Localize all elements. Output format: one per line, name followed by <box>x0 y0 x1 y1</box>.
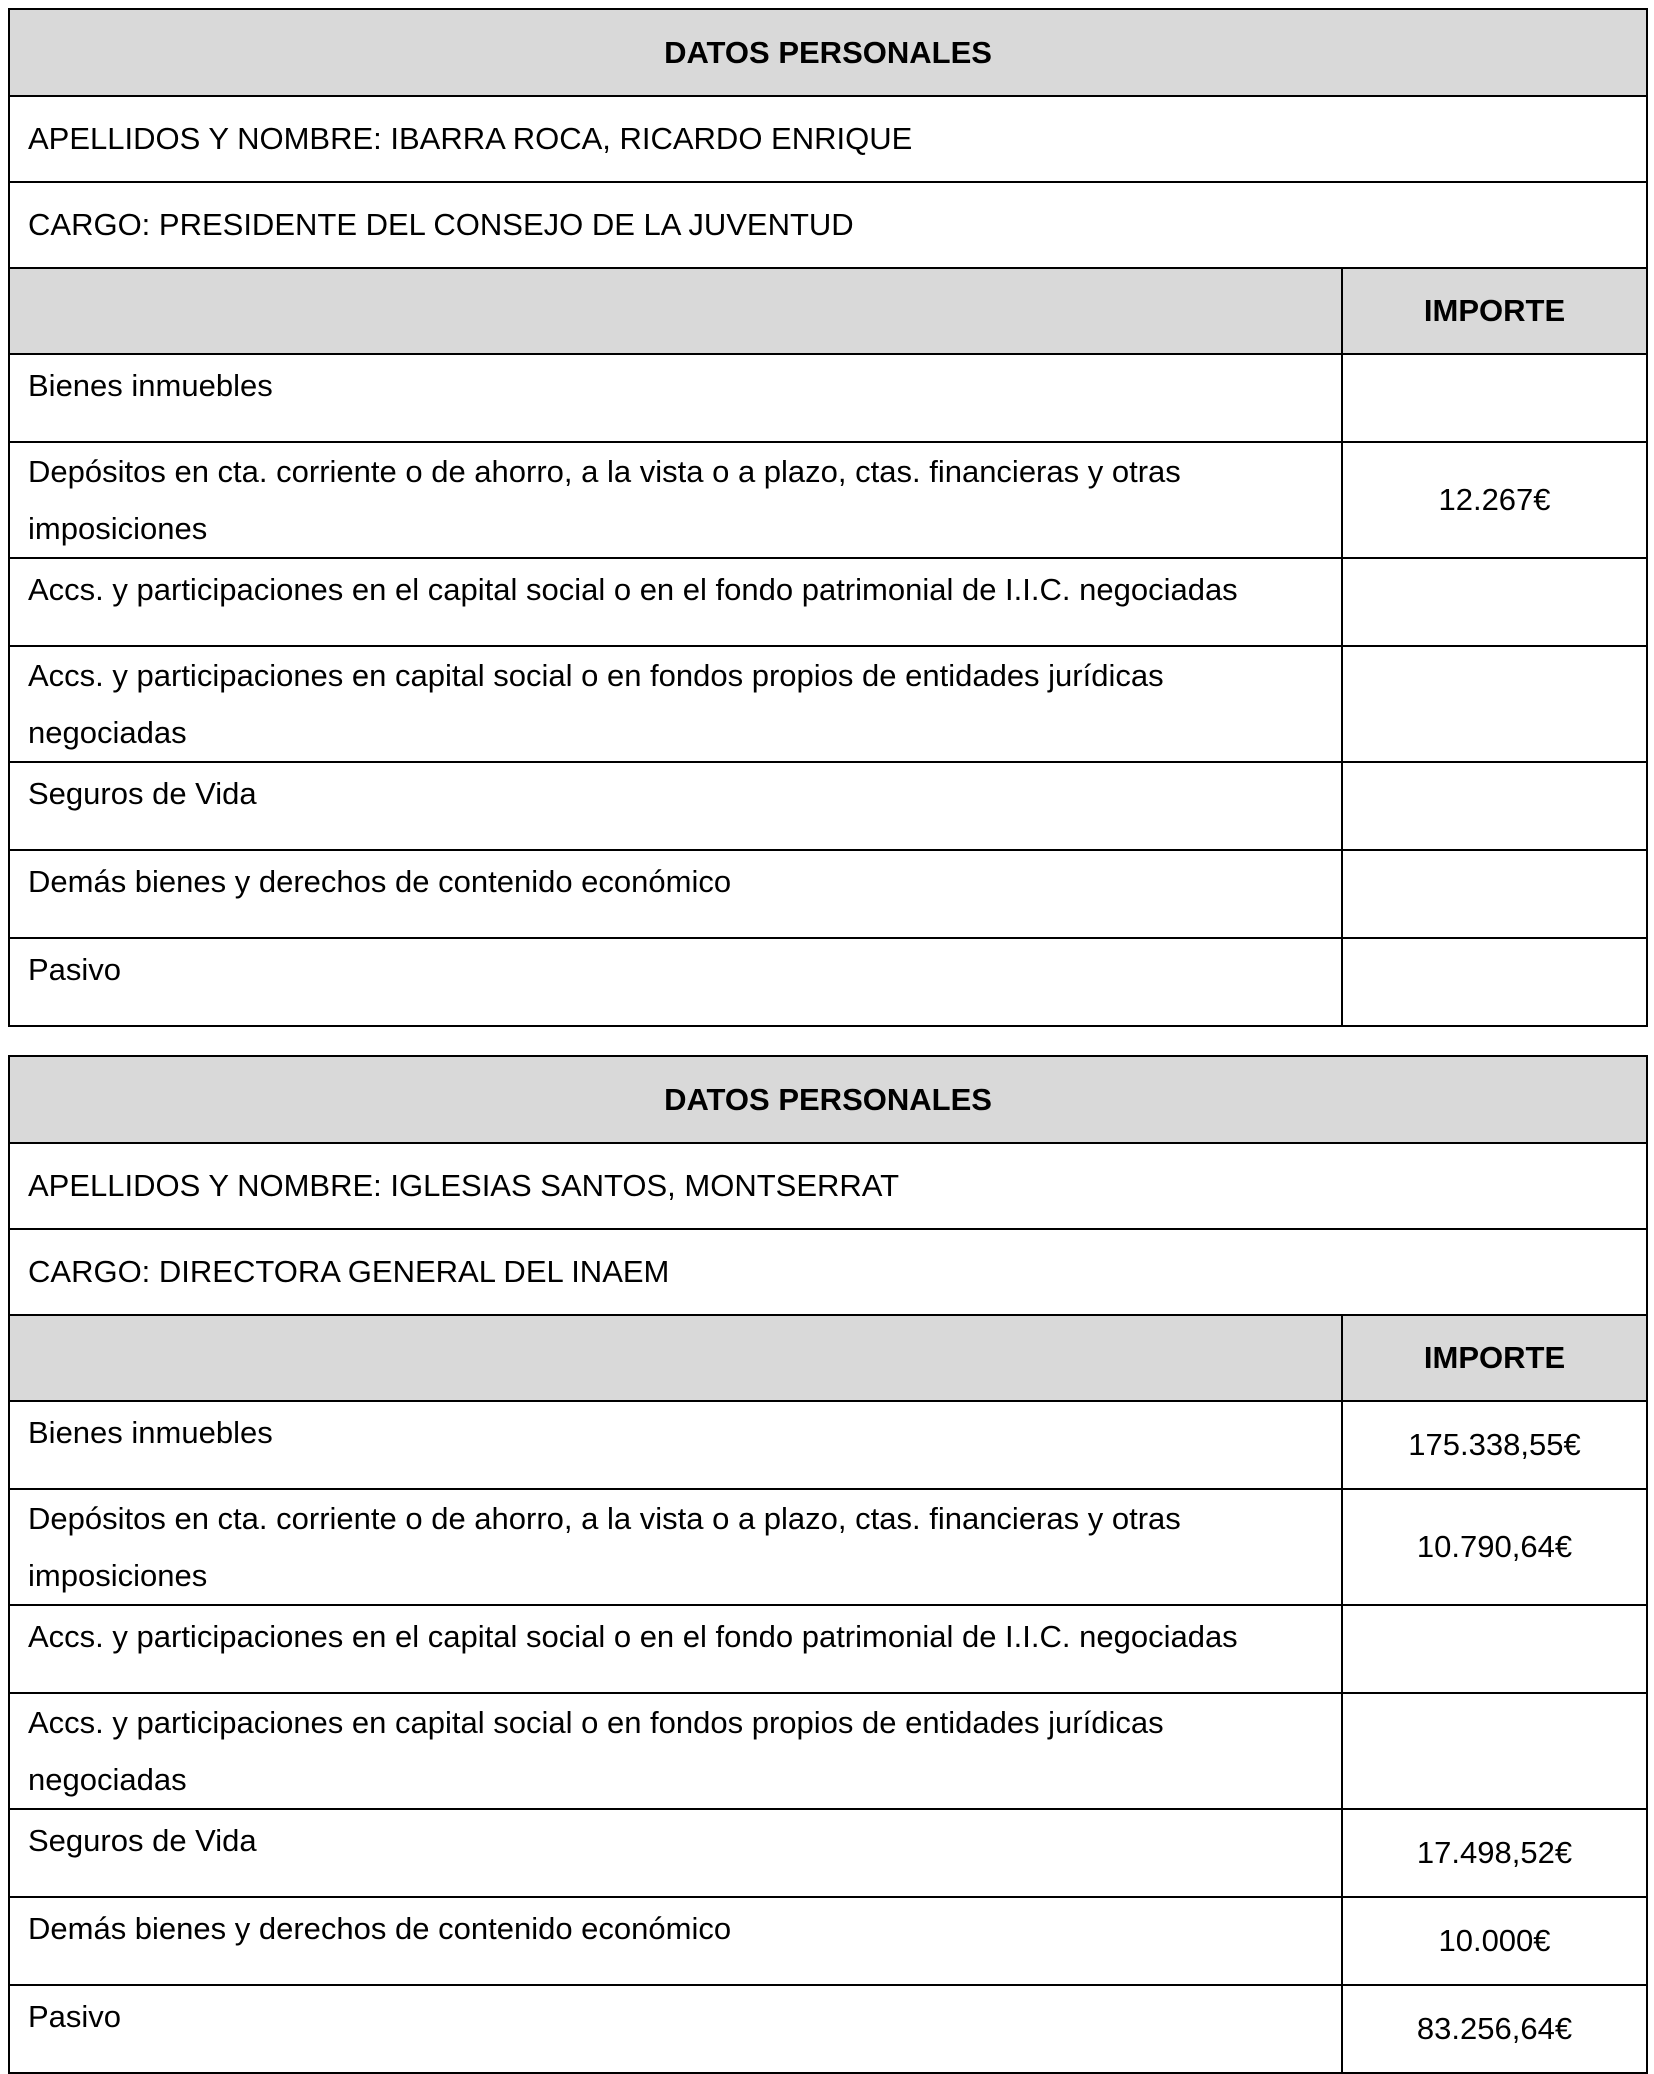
position-line: CARGO: PRESIDENTE DEL CONSEJO DE LA JUVENTUD <box>9 182 1647 268</box>
table-row <box>9 1401 1647 1489</box>
column-header-row <box>9 268 1647 354</box>
amount-cell <box>1342 1693 1647 1809</box>
concept-cell: Bienes inmuebles <box>9 354 1342 442</box>
concept-cell: Bienes inmuebles <box>9 1401 1342 1489</box>
concept-cell: Seguros de Vida <box>9 1809 1342 1897</box>
declaration-table-2 <box>8 1055 1648 2074</box>
table-row <box>9 646 1647 762</box>
name-row <box>9 96 1647 182</box>
table-row <box>9 1693 1647 1809</box>
table-row <box>9 938 1647 1026</box>
amount-cell <box>1342 558 1647 646</box>
table-row <box>9 762 1647 850</box>
table-row <box>9 442 1647 558</box>
declaration-table-1 <box>8 8 1648 1027</box>
concept-column-header <box>9 268 1342 354</box>
amount-cell <box>1342 850 1647 938</box>
amount-cell <box>1342 354 1647 442</box>
amount-cell: 17.498,52€ <box>1342 1809 1647 1897</box>
position-line: CARGO: DIRECTORA GENERAL DEL INAEM <box>9 1229 1647 1315</box>
position-row <box>9 182 1647 268</box>
section-title: DATOS PERSONALES <box>9 1056 1647 1143</box>
concept-cell: Depósitos en cta. corriente o de ahorro, a la vista o a plazo, ctas. financieras y otras imposiciones <box>9 1489 1342 1605</box>
table-row <box>9 1809 1647 1897</box>
table-row <box>9 1605 1647 1693</box>
amount-cell <box>1342 646 1647 762</box>
amount-cell <box>1342 938 1647 1026</box>
position-row <box>9 1229 1647 1315</box>
section-header-row <box>9 1056 1647 1143</box>
concept-cell: Depósitos en cta. corriente o de ahorro, a la vista o a plazo, ctas. financieras y otras imposiciones <box>9 442 1342 558</box>
table-row <box>9 1897 1647 1985</box>
table-row <box>9 850 1647 938</box>
amount-column-header: IMPORTE <box>1342 268 1647 354</box>
concept-cell: Pasivo <box>9 1985 1342 2073</box>
concept-cell: Accs. y participaciones en capital social o en fondos propios de entidades jurídicas negociadas <box>9 646 1342 762</box>
section-title: DATOS PERSONALES <box>9 9 1647 96</box>
amount-cell <box>1342 762 1647 850</box>
amount-cell: 12.267€ <box>1342 442 1647 558</box>
table-row <box>9 354 1647 442</box>
concept-column-header <box>9 1315 1342 1401</box>
table-row <box>9 558 1647 646</box>
concept-cell: Demás bienes y derechos de contenido económico <box>9 850 1342 938</box>
amount-column-header: IMPORTE <box>1342 1315 1647 1401</box>
concept-cell: Accs. y participaciones en el capital social o en el fondo patrimonial de I.I.C. negociadas <box>9 1605 1342 1693</box>
table-row <box>9 1985 1647 2073</box>
name-line: APELLIDOS Y NOMBRE: IGLESIAS SANTOS, MONTSERRAT <box>9 1143 1647 1229</box>
amount-cell: 10.790,64€ <box>1342 1489 1647 1605</box>
amount-cell <box>1342 1605 1647 1693</box>
concept-cell: Pasivo <box>9 938 1342 1026</box>
concept-cell: Accs. y participaciones en el capital social o en el fondo patrimonial de I.I.C. negociadas <box>9 558 1342 646</box>
table-row <box>9 1489 1647 1605</box>
concept-cell: Accs. y participaciones en capital social o en fondos propios de entidades jurídicas negociadas <box>9 1693 1342 1809</box>
concept-cell: Seguros de Vida <box>9 762 1342 850</box>
amount-cell: 83.256,64€ <box>1342 1985 1647 2073</box>
column-header-row <box>9 1315 1647 1401</box>
name-row <box>9 1143 1647 1229</box>
concept-cell: Demás bienes y derechos de contenido económico <box>9 1897 1342 1985</box>
section-header-row <box>9 9 1647 96</box>
name-line: APELLIDOS Y NOMBRE: IBARRA ROCA, RICARDO ENRIQUE <box>9 96 1647 182</box>
amount-cell: 10.000€ <box>1342 1897 1647 1985</box>
amount-cell: 175.338,55€ <box>1342 1401 1647 1489</box>
